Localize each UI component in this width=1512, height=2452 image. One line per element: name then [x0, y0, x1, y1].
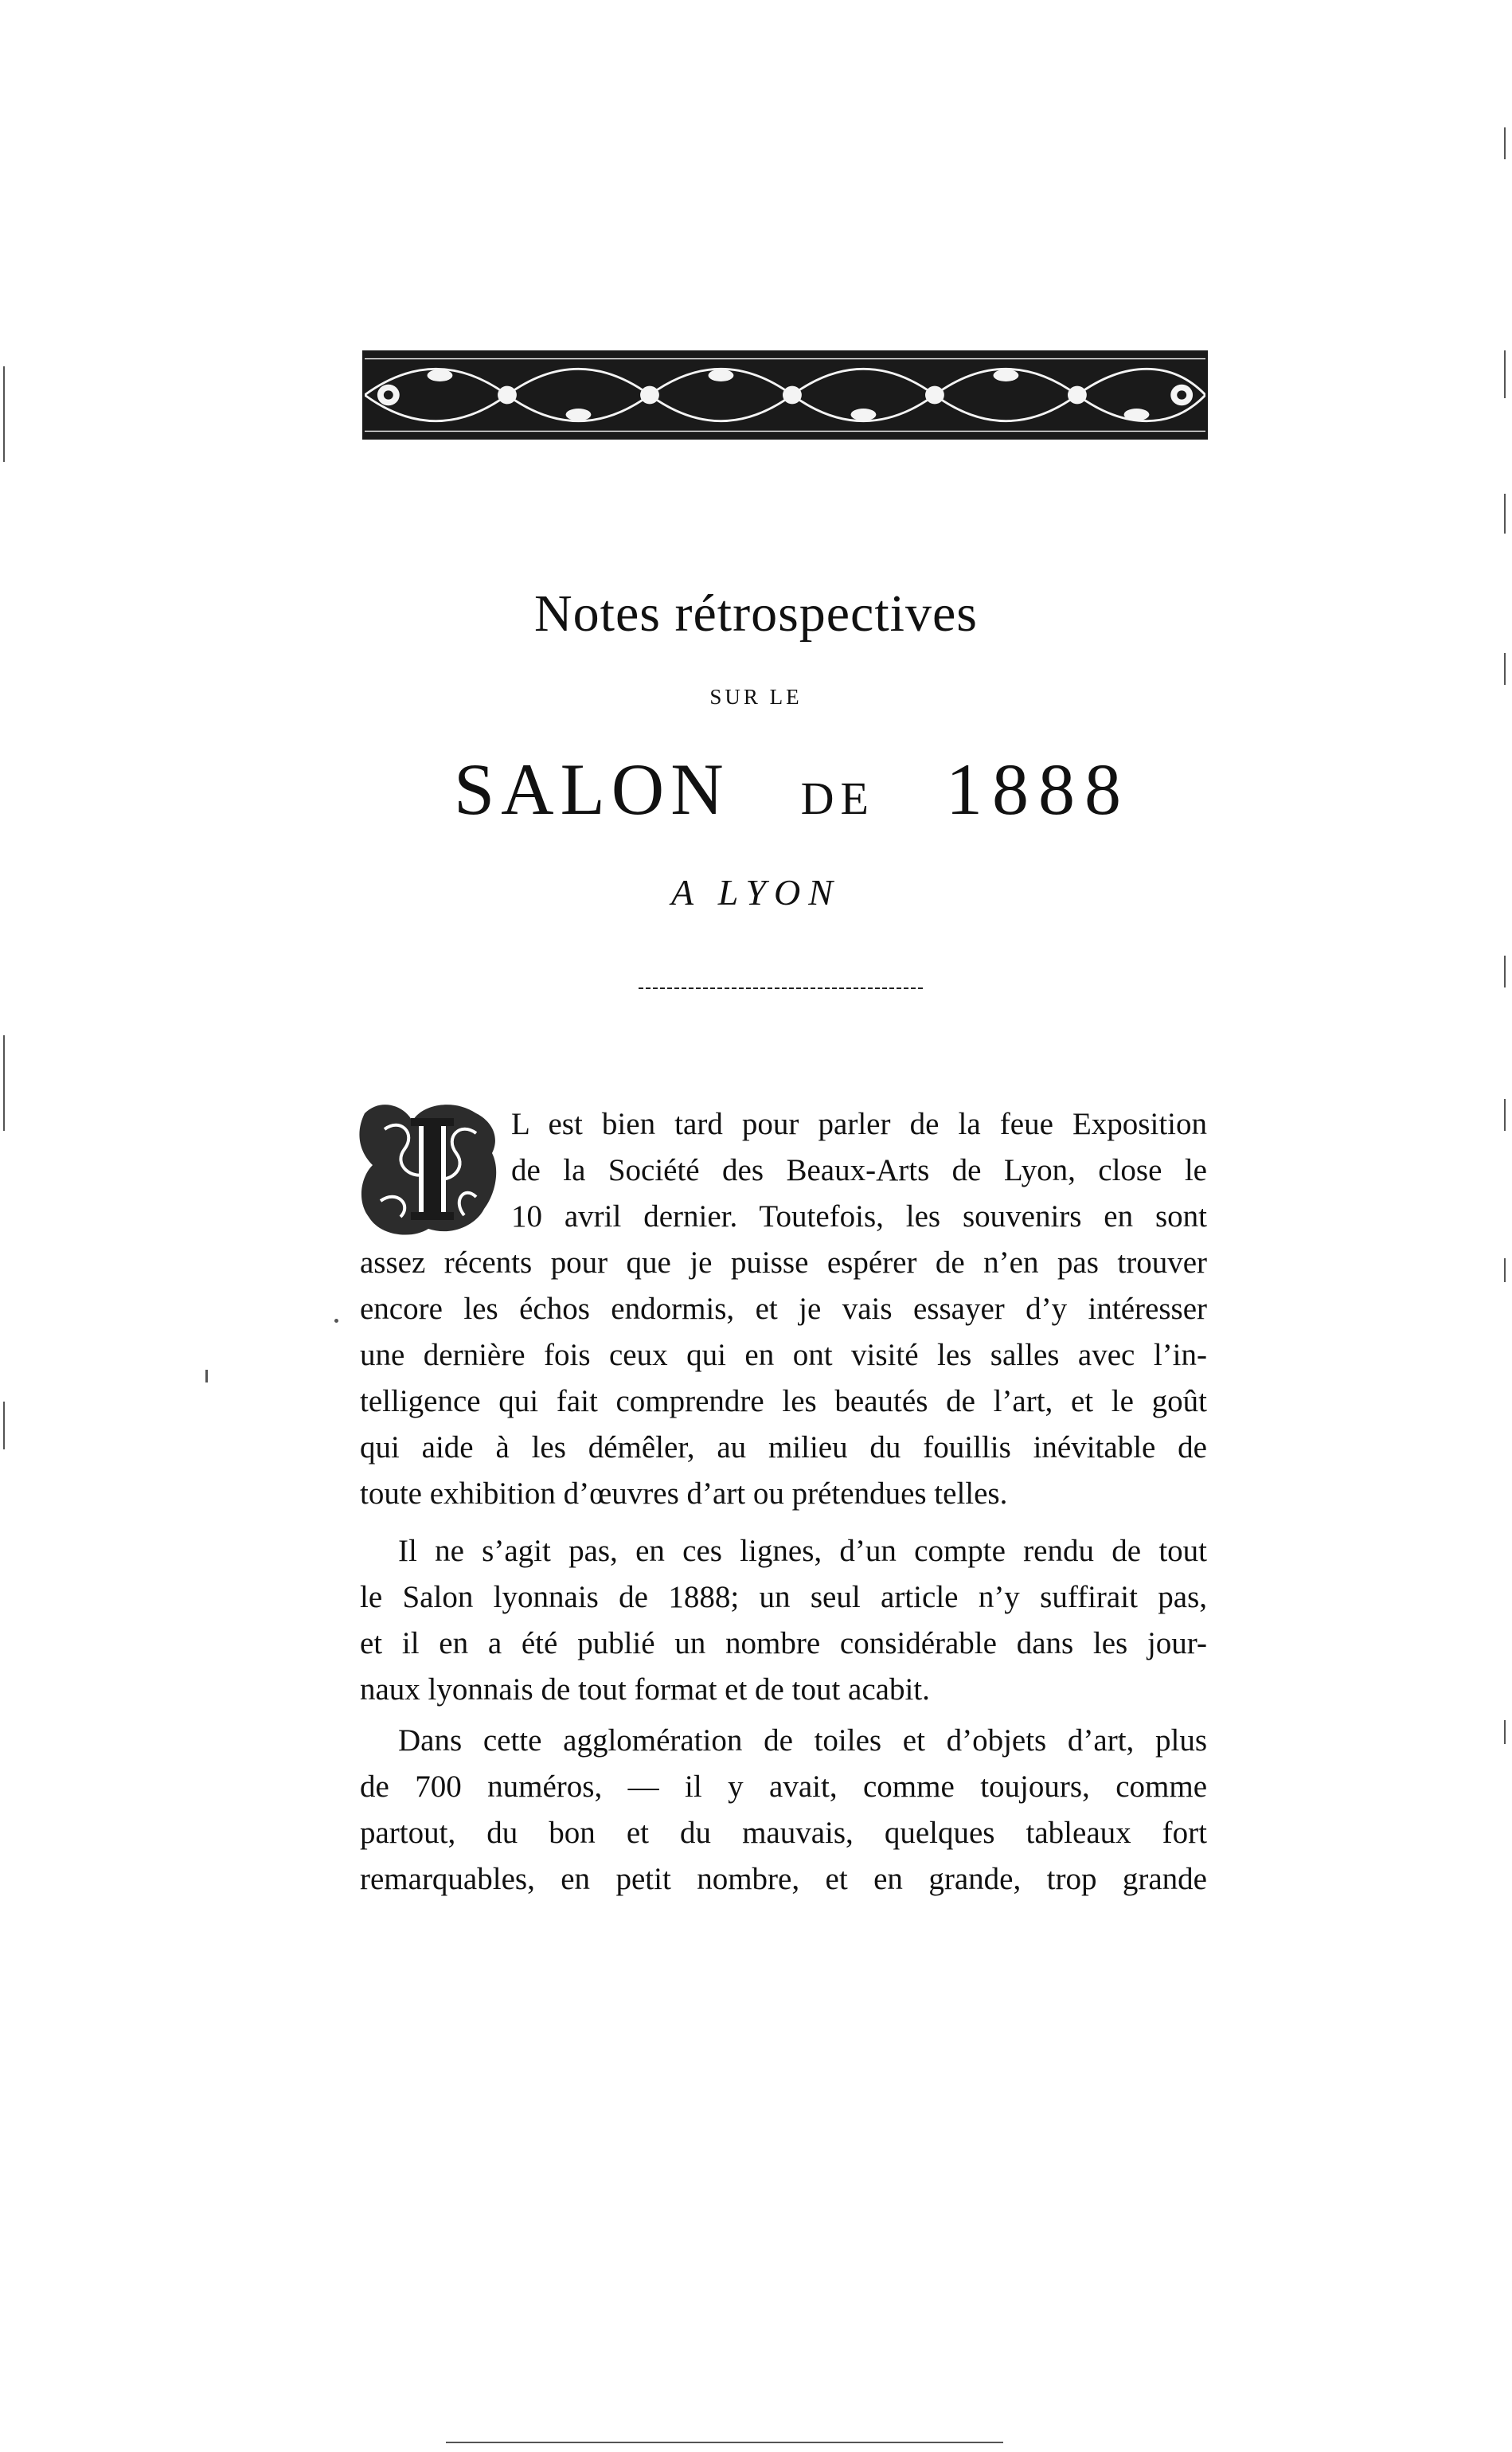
- edge-mark: [1504, 350, 1506, 398]
- text-line: naux lyonnais de tout format et de tout acabit.: [360, 1672, 930, 1707]
- text-line: une dernière fois ceux qui en ont visité les salles avec l’in-: [360, 1338, 1207, 1372]
- edge-mark: [3, 1402, 5, 1449]
- edge-mark: [3, 1035, 5, 1131]
- title-sur-le: SUR LE: [709, 685, 803, 709]
- edge-mark: [1504, 1720, 1506, 1744]
- text-line: 10 avril dernier. Toutefois, les souvenirs en sont: [511, 1199, 1207, 1234]
- text-line: telligence qui fait comprendre les beautés de l’art, et le goût: [360, 1384, 1207, 1418]
- title-year: 1888: [945, 749, 1131, 830]
- ornate-dropcap-icon: [357, 1097, 508, 1241]
- edge-mark: [1504, 1099, 1506, 1131]
- ornamental-headpiece: [362, 350, 1208, 440]
- edge-mark: [1504, 1258, 1506, 1282]
- text-line: partout, du bon et du mauvais, quelques tableaux fort: [360, 1816, 1207, 1850]
- title-salon-line: [454, 749, 1131, 830]
- text-line: remarquables, en petit nombre, et en grande, trop grande: [360, 1862, 1207, 1896]
- margin-mark: [205, 1370, 208, 1382]
- text-line: Dans cette agglomération de toiles et d’objets d’art, plus: [398, 1723, 1207, 1758]
- title-de: DE: [800, 772, 875, 824]
- title-divider-rule: [639, 986, 925, 991]
- dropcap-letter: I: [432, 1191, 433, 1192]
- text-line: de 700 numéros, — il y avait, comme toujours, comme: [360, 1770, 1207, 1804]
- edge-mark: [1504, 494, 1506, 534]
- edge-mark: [1504, 127, 1506, 159]
- title-salon: SALON: [454, 749, 730, 830]
- text-line: qui aide à les démêler, au milieu du fouillis inévitable de: [360, 1430, 1207, 1465]
- edge-mark: [1504, 653, 1506, 685]
- text-line: de la Société des Beaux-Arts de Lyon, close le: [511, 1153, 1207, 1187]
- text-line: L est bien tard pour parler de la feue Exposition: [511, 1107, 1207, 1141]
- margin-dot: [334, 1319, 338, 1323]
- text-line: Il ne s’agit pas, en ces lignes, d’un compte rendu de tout: [398, 1534, 1207, 1568]
- page-title: Notes rétrospectives: [534, 585, 978, 643]
- text-line: le Salon lyonnais de 1888; un seul article n’y suffirait pas,: [360, 1580, 1207, 1614]
- title-location: A LYON: [671, 872, 841, 913]
- text-line: et il en a été publié un nombre considérable dans les jour-: [360, 1626, 1207, 1660]
- text-line: encore les échos endormis, et je vais essayer d’y intéresser: [360, 1292, 1207, 1326]
- vine-scroll-ornament-icon: [365, 353, 1205, 437]
- text-line: toute exhibition d’œuvres d’art ou prétendues telles.: [360, 1476, 1008, 1511]
- edge-mark: [1504, 956, 1506, 987]
- edge-mark: [3, 366, 5, 462]
- bottom-edge-line: [446, 2442, 1003, 2443]
- text-line: assez récents pour que je puisse espérer de n’en pas trouver: [360, 1246, 1207, 1280]
